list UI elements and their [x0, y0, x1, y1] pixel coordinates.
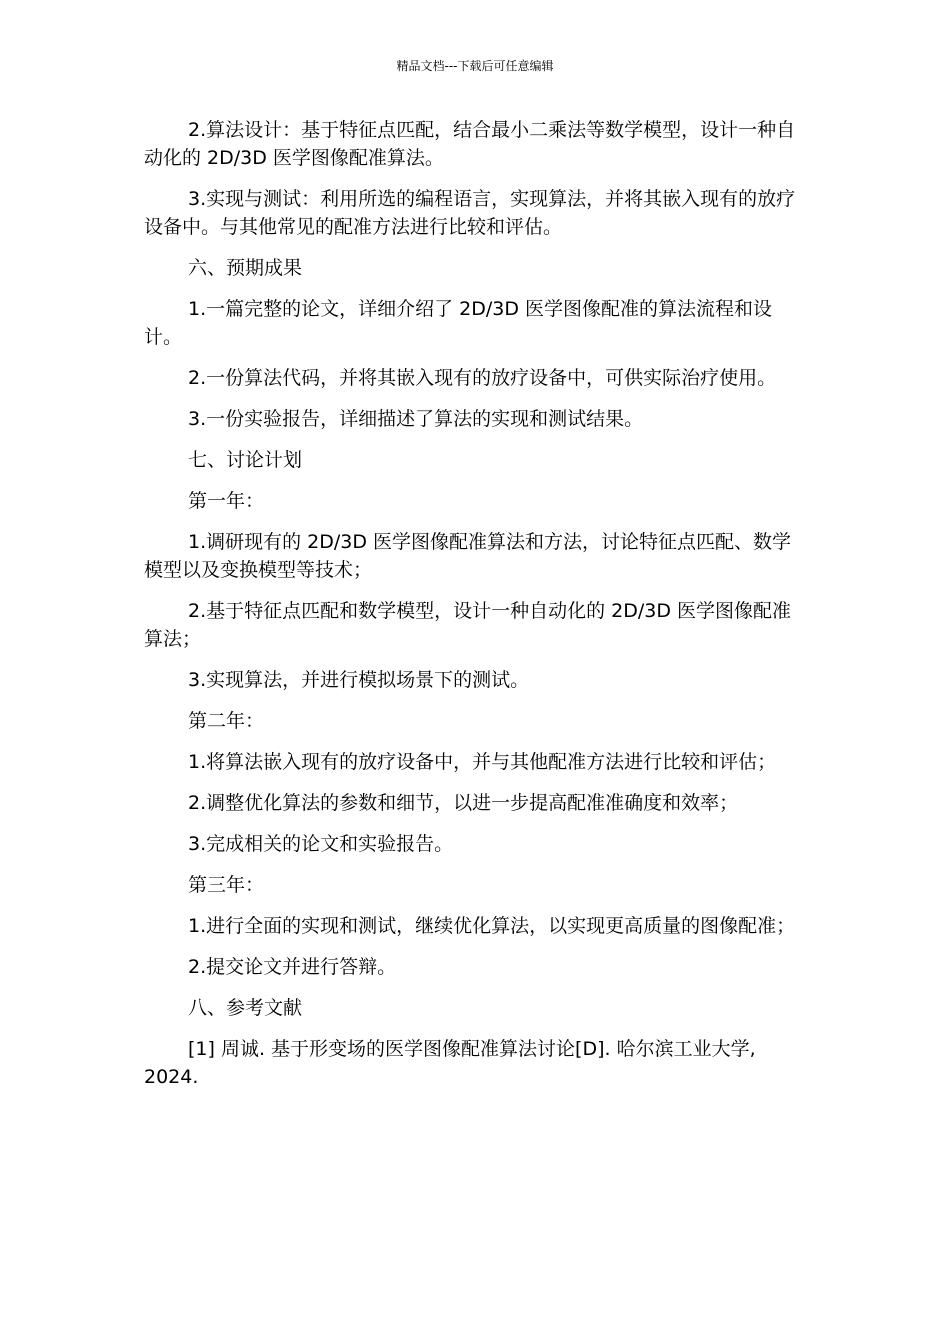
page-header: 精品文档---下载后可任意编辑: [396, 59, 554, 73]
section-heading-expected-results: 六、预期成果: [188, 257, 303, 279]
paragraph-result-thesis: 1.一篇完整的论文，详细介绍了 2D/3D 医学图像配准的算法流程和设计。: [144, 298, 773, 348]
paragraph-result-code: 2.一份算法代码，并将其嵌入现有的放疗设备中，可供实际治疗使用。: [188, 367, 777, 389]
year-two-heading: 第二年：: [188, 710, 265, 732]
year-two-item-1: 1.将算法嵌入现有的放疗设备中，并与其他配准方法进行比较和评估；: [188, 751, 777, 773]
year-one-heading: 第一年：: [188, 490, 265, 512]
year-two-item-2: 2.调整优化算法的参数和细节，以进一步提高配准准确度和效率；: [188, 792, 739, 814]
year-three-item-1: 1.进行全面的实现和测试，继续优化算法，以实现更高质量的图像配准；: [188, 915, 796, 937]
document-body: [144, 116, 806, 1104]
reference-item-1: [1] 周诚. 基于形变场的医学图像配准算法讨论[D]. 哈尔滨工业大学, 2024.: [144, 1038, 756, 1088]
year-one-item-3: 3.实现算法，并进行模拟场景下的测试。: [188, 669, 530, 691]
year-two-item-3: 3.完成相关的论文和实验报告。: [188, 833, 454, 855]
section-heading-references: 八、参考文献: [188, 997, 303, 1019]
paragraph-algorithm-design: 2.算法设计：基于特征点匹配，结合最小二乘法等数学模型，设计一种自动化的 2D/3D 医学图像配准算法。: [144, 119, 796, 169]
year-one-item-1: 1.调研现有的 2D/3D 医学图像配准算法和方法，讨论特征点匹配、数学模型以及变换模型等技术；: [144, 531, 792, 581]
year-three-heading: 第三年：: [188, 874, 265, 896]
paragraph-implementation-testing: 3.实现与测试：利用所选的编程语言，实现算法，并将其嵌入现有的放疗设备中。与其他常见的配准方法进行比较和评估。: [144, 188, 796, 238]
section-heading-plan: 七、讨论计划: [188, 449, 303, 471]
paragraph-result-report: 3.一份实验报告，详细描述了算法的实现和测试结果。: [188, 408, 644, 430]
year-three-item-2: 2.提交论文并进行答辩。: [188, 956, 397, 978]
year-one-item-2: 2.基于特征点匹配和数学模型，设计一种自动化的 2D/3D 医学图像配准算法；: [144, 600, 792, 650]
